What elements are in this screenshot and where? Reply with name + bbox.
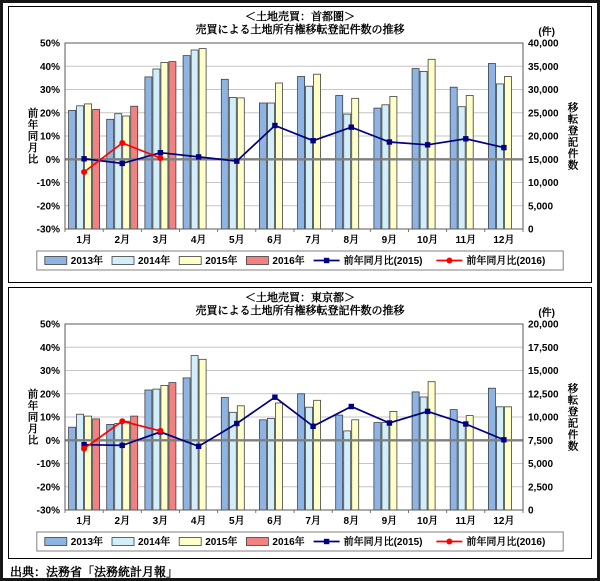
bar: [275, 403, 282, 510]
svg-text:17,500: 17,500: [528, 342, 559, 354]
bar: [107, 119, 114, 229]
bar: [183, 56, 190, 229]
line-marker: [463, 136, 468, 141]
svg-text:4月: 4月: [190, 516, 207, 527]
bar: [496, 407, 503, 510]
chart-header: [9, 288, 591, 318]
svg-text:15,000: 15,000: [528, 154, 559, 166]
line-marker: [120, 161, 125, 166]
bar: [352, 420, 359, 510]
svg-text:比: 比: [27, 434, 39, 447]
bar: [183, 378, 190, 510]
svg-text:前: 前: [27, 107, 39, 120]
bar: [496, 84, 503, 229]
line-marker: [81, 156, 86, 161]
chart-title: ＜土地売買：東京都＞: [245, 292, 355, 304]
svg-text:年: 年: [27, 119, 39, 131]
svg-text:-10%: -10%: [36, 459, 60, 470]
line-marker: [119, 418, 125, 424]
legend: [37, 532, 563, 551]
svg-text:20,000: 20,000: [528, 319, 559, 331]
legend-label: 2013年: [70, 256, 104, 267]
line-marker: [501, 437, 506, 442]
bar: [161, 385, 168, 510]
bar: [191, 356, 198, 510]
svg-text:50%: 50%: [39, 319, 60, 331]
bar: [115, 424, 122, 511]
svg-text:-10%: -10%: [36, 178, 60, 189]
svg-text:50%: 50%: [39, 38, 60, 50]
svg-text:記: 記: [567, 417, 579, 430]
svg-text:0: 0: [528, 505, 534, 517]
line-marker: [196, 154, 201, 159]
bar: [420, 71, 427, 229]
line-marker: [196, 444, 201, 449]
bar: [504, 407, 511, 510]
chart-panel-shutoken: [8, 6, 592, 283]
bar: [123, 421, 130, 510]
bar: [488, 388, 495, 510]
bar: [412, 69, 419, 229]
legend-label: 2015年: [205, 537, 238, 548]
bar: [145, 390, 152, 510]
svg-text:1月: 1月: [76, 516, 92, 527]
svg-text:-30%: -30%: [36, 505, 60, 517]
svg-text:0%: 0%: [45, 435, 60, 447]
bar: [221, 79, 228, 229]
line-marker: [157, 428, 163, 434]
svg-text:8月: 8月: [343, 516, 360, 527]
right-axis-title: [567, 382, 579, 453]
bar: [314, 400, 321, 510]
legend-label: 前年同月比(2016): [466, 537, 546, 548]
legend-label: 2016年: [272, 537, 305, 548]
svg-text:10,000: 10,000: [528, 412, 559, 424]
bar: [352, 98, 359, 229]
svg-text:前: 前: [27, 388, 39, 401]
svg-text:5,000: 5,000: [528, 459, 554, 470]
line-marker: [387, 139, 392, 144]
line-marker: [81, 446, 87, 452]
left-axis-ticks: [37, 39, 60, 236]
svg-text:40,000: 40,000: [528, 38, 559, 50]
right-axis-unit-label: (件): [538, 27, 555, 38]
legend-label: 前年同月比(2015): [343, 537, 423, 548]
svg-text:7月: 7月: [305, 516, 321, 527]
svg-text:35,000: 35,000: [528, 61, 559, 73]
svg-text:-20%: -20%: [36, 201, 60, 213]
legend: [37, 251, 563, 270]
svg-text:数: 数: [567, 159, 579, 172]
right-axis-unit-label: (件): [538, 308, 555, 319]
bar: [298, 394, 305, 510]
legend-swatch-2016年: [246, 538, 268, 546]
bar: [412, 392, 419, 510]
svg-text:同: 同: [27, 130, 39, 143]
line-marker: [119, 140, 125, 146]
bar: [382, 105, 389, 229]
svg-text:-20%: -20%: [36, 482, 60, 494]
legend-marker: [324, 258, 329, 263]
legend-marker: [324, 539, 329, 544]
bar: [466, 96, 473, 230]
bar: [336, 415, 343, 510]
bar: [259, 420, 266, 510]
bar: [466, 416, 473, 510]
svg-text:40%: 40%: [39, 342, 60, 354]
bar: [93, 419, 100, 510]
svg-text:記: 記: [567, 136, 579, 149]
svg-text:10月: 10月: [417, 516, 439, 527]
legend-label: 2013年: [70, 537, 104, 548]
legend-marker: [446, 539, 452, 545]
svg-text:-30%: -30%: [36, 224, 60, 236]
bar: [153, 389, 160, 510]
legend-label: 2014年: [138, 256, 171, 267]
line-marker: [463, 421, 468, 426]
left-axis-ticks: [37, 320, 60, 517]
line-marker: [272, 123, 277, 128]
svg-text:転: 転: [567, 113, 579, 126]
svg-text:8月: 8月: [343, 235, 360, 246]
bar: [306, 86, 313, 229]
bar: [298, 77, 305, 230]
bar: [169, 383, 176, 510]
svg-text:10月: 10月: [417, 235, 439, 246]
chart-canvas-tokyo: [9, 318, 591, 556]
legend-swatch-2014年: [112, 538, 134, 546]
left-axis-title: [28, 107, 39, 166]
bar: [131, 106, 138, 229]
bar: [390, 411, 397, 510]
svg-text:登: 登: [567, 405, 579, 418]
svg-text:12月: 12月: [493, 235, 515, 246]
svg-text:10%: 10%: [39, 131, 60, 143]
svg-text:7月: 7月: [305, 235, 321, 246]
svg-text:月: 月: [27, 423, 39, 435]
bar: [458, 107, 465, 229]
svg-text:10,000: 10,000: [528, 178, 559, 189]
svg-text:5月: 5月: [229, 516, 245, 527]
chart-subtitle: 売買による土地所有権移転登記件数の推移: [195, 305, 405, 317]
svg-text:3月: 3月: [152, 516, 169, 527]
legend-swatch-2015年: [179, 538, 201, 546]
svg-text:移: 移: [567, 101, 579, 114]
x-axis-labels: [76, 514, 514, 527]
svg-text:20%: 20%: [39, 389, 60, 401]
svg-text:30,000: 30,000: [528, 85, 559, 96]
legend-swatch-2013年: [45, 538, 67, 546]
bar: [382, 423, 389, 510]
svg-text:3月: 3月: [152, 235, 169, 246]
plot-area: [65, 324, 523, 510]
svg-text:7,500: 7,500: [528, 435, 554, 447]
line-marker: [120, 443, 125, 448]
svg-text:6月: 6月: [267, 235, 283, 246]
legend-swatch-2013年: [45, 257, 67, 265]
svg-text:2月: 2月: [114, 235, 131, 246]
bar: [390, 97, 397, 230]
legend-swatch-2015年: [179, 257, 201, 265]
bar: [259, 103, 266, 229]
legend-label: 前年同月比(2016): [466, 256, 546, 267]
bar: [107, 424, 114, 510]
left-axis-title: [28, 388, 39, 447]
line-marker: [234, 421, 239, 426]
bar: [374, 423, 381, 510]
legend-label: 前年同月比(2015): [343, 256, 423, 267]
legend-label: 2016年: [272, 256, 305, 267]
line-marker: [81, 169, 87, 175]
svg-text:2月: 2月: [114, 516, 131, 527]
svg-text:2,500: 2,500: [528, 482, 554, 494]
bar: [115, 114, 122, 229]
line-marker: [158, 150, 163, 155]
bar: [199, 359, 206, 510]
svg-text:30%: 30%: [39, 85, 60, 96]
source-note: 出典：法務省「法務統計月報」: [10, 565, 179, 579]
svg-text:件: 件: [567, 428, 579, 441]
svg-text:10%: 10%: [39, 412, 60, 424]
bar: [161, 63, 168, 230]
bar: [221, 398, 228, 511]
svg-text:1月: 1月: [76, 235, 92, 246]
legend-label: 2015年: [205, 256, 238, 267]
svg-text:25,000: 25,000: [528, 108, 559, 120]
bar: [344, 431, 351, 510]
svg-text:11月: 11月: [455, 516, 477, 527]
bar: [69, 110, 76, 229]
bar: [344, 114, 351, 229]
line-marker: [310, 424, 315, 429]
svg-text:年: 年: [27, 400, 39, 412]
svg-text:20,000: 20,000: [528, 131, 559, 143]
legend-swatch-2016年: [246, 257, 268, 265]
chart-header: [9, 7, 591, 37]
bar: [191, 50, 198, 229]
svg-text:15,000: 15,000: [528, 366, 559, 377]
svg-text:9月: 9月: [381, 235, 398, 246]
svg-text:0: 0: [528, 224, 534, 236]
svg-text:40%: 40%: [39, 61, 60, 73]
chart-canvas-shutoken: [9, 37, 591, 280]
svg-text:9月: 9月: [381, 516, 398, 527]
svg-text:5,000: 5,000: [528, 201, 554, 213]
bar: [267, 103, 274, 229]
svg-text:件: 件: [567, 147, 579, 160]
line-marker: [349, 125, 354, 130]
svg-text:6月: 6月: [267, 516, 283, 527]
bar: [123, 116, 130, 229]
bar: [85, 416, 92, 510]
svg-text:0%: 0%: [45, 154, 60, 166]
svg-text:月: 月: [27, 142, 39, 154]
bar: [336, 96, 343, 230]
right-axis-ticks: [528, 320, 559, 517]
bar: [428, 382, 435, 510]
line-marker: [425, 142, 430, 147]
svg-text:20%: 20%: [39, 108, 60, 120]
legend-marker: [446, 258, 452, 264]
svg-text:比: 比: [27, 153, 39, 166]
svg-text:11月: 11月: [455, 235, 477, 246]
bar: [450, 410, 457, 510]
chart-panel-tokyo: [8, 287, 592, 559]
bar: [131, 416, 138, 510]
line-marker: [272, 395, 277, 400]
svg-text:移: 移: [567, 382, 579, 395]
line-marker: [157, 155, 163, 161]
svg-text:同: 同: [27, 411, 39, 424]
bar: [458, 423, 465, 510]
chart-title: ＜土地売買：首都圏＞: [245, 11, 355, 23]
line-marker: [234, 158, 239, 163]
bar: [199, 49, 206, 229]
bar: [374, 108, 381, 229]
bar: [153, 69, 160, 229]
svg-text:5月: 5月: [229, 235, 245, 246]
bar: [169, 62, 176, 229]
x-axis-labels: [76, 233, 514, 246]
line-marker: [310, 138, 315, 143]
plot-area: [65, 43, 523, 229]
bar: [275, 83, 282, 229]
line-marker: [387, 420, 392, 425]
right-axis-ticks: [528, 39, 559, 236]
svg-text:数: 数: [567, 440, 579, 453]
svg-text:転: 転: [567, 394, 579, 407]
bar: [267, 418, 274, 510]
legend-label: 2014年: [138, 537, 171, 548]
legend-swatch-2014年: [112, 257, 134, 265]
bar: [504, 77, 511, 230]
line-marker: [425, 409, 430, 414]
svg-text:4月: 4月: [190, 235, 207, 246]
line-marker: [349, 404, 354, 409]
bar: [77, 414, 84, 510]
svg-text:登: 登: [567, 124, 579, 137]
bar: [314, 74, 321, 229]
line-marker: [501, 145, 506, 150]
svg-text:12月: 12月: [493, 516, 515, 527]
right-axis-title: [567, 101, 579, 172]
chart-subtitle: 売買による土地所有権移転登記件数の推移: [195, 24, 405, 36]
svg-text:12,500: 12,500: [528, 389, 559, 401]
bar: [77, 106, 84, 229]
svg-text:30%: 30%: [39, 366, 60, 377]
bar: [93, 110, 100, 230]
